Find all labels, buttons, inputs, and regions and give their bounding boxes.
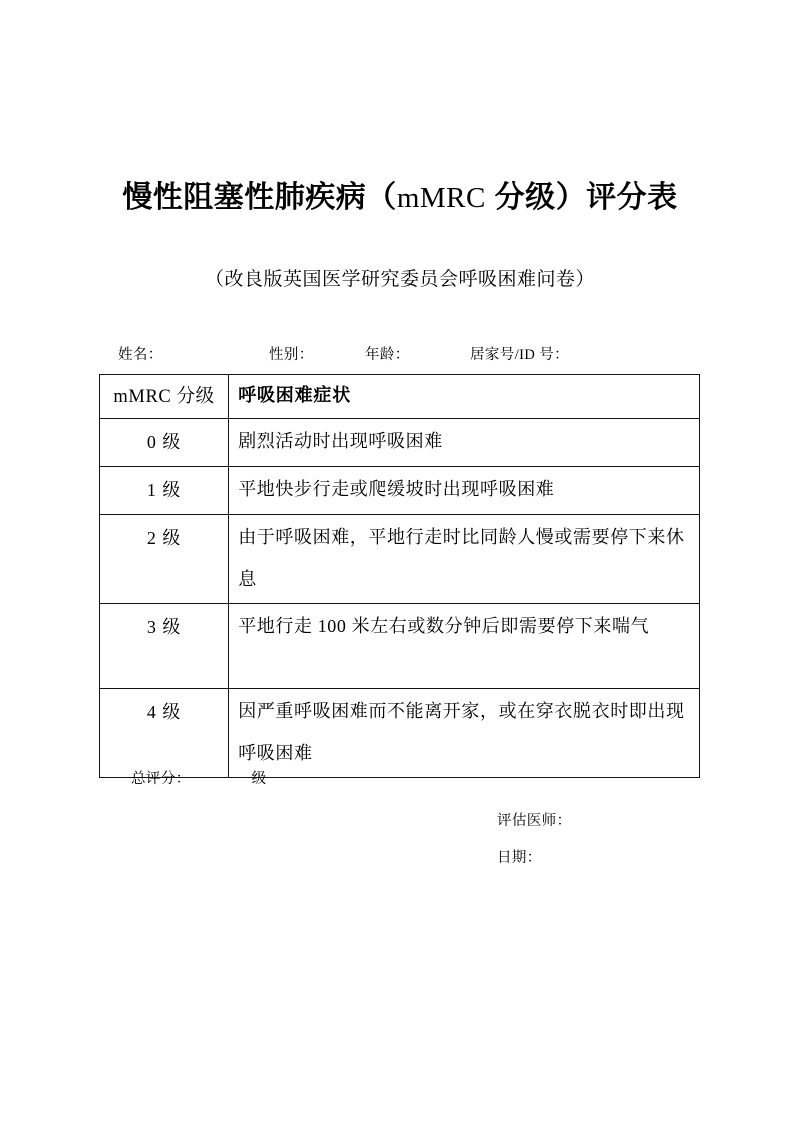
title-suffix: ）评分表	[555, 181, 678, 214]
total-score-row	[131, 768, 267, 790]
table-header-row	[100, 375, 700, 419]
grade-value: 0 级	[146, 432, 182, 452]
table-header-cell-symptom	[229, 375, 700, 419]
total-score-grade-unit: 级	[251, 771, 267, 787]
table-cell-grade	[100, 467, 229, 515]
table-cell-symptom	[229, 419, 700, 467]
table-cell-grade	[100, 515, 229, 604]
table-header-cell-grade	[100, 375, 229, 419]
patient-gender-label: 性别：	[269, 347, 314, 363]
patient-age-label: 年龄：	[365, 347, 410, 363]
table-cell-symptom	[229, 515, 700, 604]
table-cell-symptom	[229, 604, 700, 689]
header-symptom-label: 呼吸困难症状	[238, 385, 352, 405]
grade-value: 3 级	[146, 617, 182, 637]
title-latin-mmrc: mMRC	[396, 182, 486, 214]
patient-name-label: 姓名：	[118, 347, 163, 363]
title-prefix: 慢性阻塞性肺疾病（	[122, 181, 397, 214]
table-cell-grade	[100, 689, 229, 778]
table-cell-grade	[100, 419, 229, 467]
table-row	[100, 515, 700, 604]
header-grade-label: mMRC 分级	[113, 387, 215, 407]
table-row	[100, 689, 700, 778]
patient-id-label: 居家号/ID 号：	[470, 347, 570, 363]
symptom-value: 平地行走 100 米左右或数分钟后即需要停下来喘气	[238, 616, 650, 636]
page-title	[0, 178, 800, 218]
table-cell-symptom	[229, 467, 700, 515]
date-label: 日期：	[497, 850, 542, 866]
symptom-value: 平地快步行走或爬缓坡时出现呼吸困难	[238, 479, 555, 499]
grade-value: 1 级	[146, 480, 182, 500]
table-cell-symptom	[229, 689, 700, 778]
symptom-value: 剧烈活动时出现呼吸困难	[238, 431, 443, 451]
symptom-value: 因严重呼吸困难而不能离开家，或在穿衣脱衣时即出现呼吸困难	[238, 701, 685, 763]
symptom-value: 由于呼吸困难，平地行走时比同龄人慢或需要停下来休息	[238, 527, 685, 589]
title-mid: 分级	[485, 181, 556, 214]
grade-value: 4 级	[146, 702, 182, 722]
table-row	[100, 604, 700, 689]
mmrc-score-table	[99, 374, 700, 778]
grade-value: 2 级	[146, 528, 182, 548]
table-row	[100, 467, 700, 515]
table-row	[100, 419, 700, 467]
patient-info-row	[118, 344, 718, 366]
total-score-label: 总评分：	[131, 771, 191, 787]
table-cell-grade	[100, 604, 229, 689]
assessor-label: 评估医师：	[497, 813, 572, 829]
page-subtitle: （改良版英国医学研究委员会呼吸困难问卷）	[204, 269, 595, 290]
